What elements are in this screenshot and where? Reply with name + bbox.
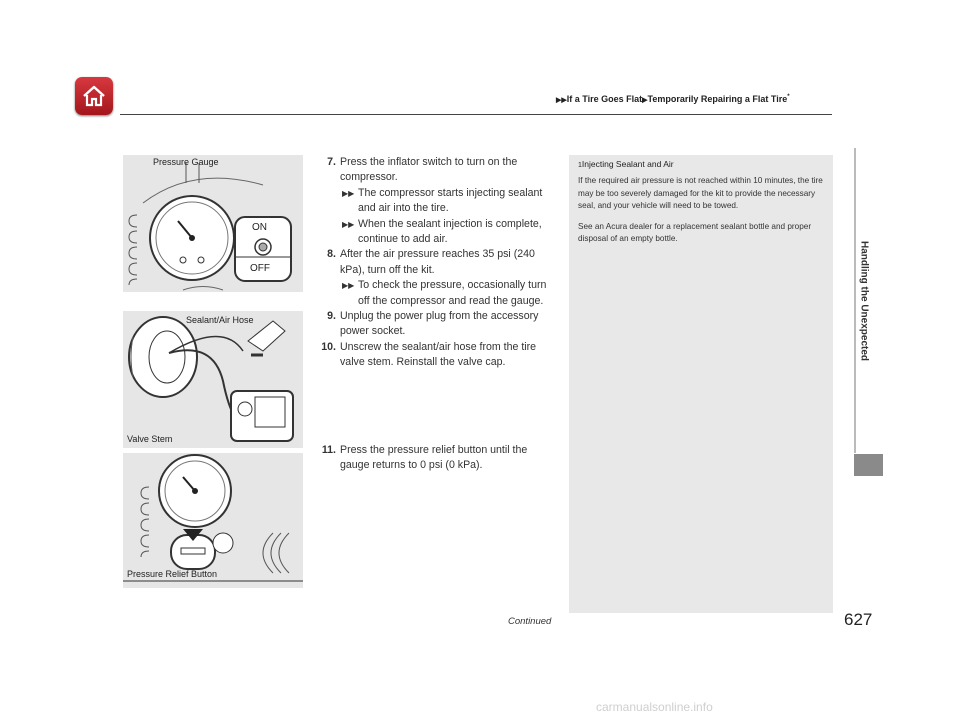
arrow-icon: ▶▶	[342, 281, 355, 291]
step-8-result: ▶▶ To check the pressure, occasionally turn off the compressor and read the gauge.	[342, 279, 547, 307]
figure-pressure-relief	[123, 453, 303, 588]
section-tab-label: Handling the Unexpected	[858, 240, 870, 361]
sidebar-body	[578, 175, 828, 254]
figure-sealant-hose	[123, 311, 303, 448]
continued-label: Continued	[508, 616, 552, 627]
header-rule	[120, 114, 832, 115]
step-7: 7. Press the inflator switch to turn on the compressor.	[327, 156, 518, 184]
sidebar-note	[569, 155, 833, 613]
label-switch-on: ON	[252, 222, 267, 233]
figure-pressure-gauge	[123, 155, 303, 292]
breadcrumb-link-repair[interactable]: Temporarily Repairing a Flat Tire	[647, 94, 788, 104]
home-icon	[82, 84, 106, 108]
relief-illustration	[123, 453, 303, 588]
sidebar-paragraph: See an Acura dealer for a replacement sealant bottle and proper disposal of an empty bottle.	[578, 221, 812, 244]
step-7-result: ▶▶ When the sealant injection is complete, continue to add air.	[342, 217, 542, 246]
footer-watermark: carmanualsonline.info	[596, 700, 713, 714]
section-tab-marker[interactable]	[854, 454, 883, 476]
sidebar-title: 1Injecting Sealant and Air	[578, 159, 674, 169]
breadcrumb-link-flat-tire[interactable]: If a Tire Goes Flat	[566, 94, 643, 104]
home-button[interactable]	[75, 77, 113, 115]
page-number: 627	[844, 610, 873, 629]
step-8: 8. After the air pressure reaches 35 psi (240 kPa), turn off the kit.	[327, 248, 535, 276]
breadcrumb	[556, 94, 790, 104]
step-11: 11. Press the pressure relief button until the gauge returns to 0 psi (0 kPa).	[321, 443, 528, 472]
note-icon: 1	[578, 162, 582, 169]
label-sealant-hose: Sealant/Air Hose	[186, 315, 254, 325]
chevron-right-icon: ▶	[642, 97, 648, 104]
step-7-result: ▶▶ The compressor starts injecting sealant and air into the tire.	[342, 186, 543, 215]
breadcrumb-asterisk: *	[787, 94, 790, 100]
label-valve-stem: Valve Stem	[127, 434, 173, 444]
label-pressure-relief: Pressure Relief Button	[127, 569, 218, 579]
step-9: 9. Unplug the power plug from the accessory power socket.	[327, 310, 539, 338]
label-switch-off: OFF	[250, 263, 270, 274]
gauge-illustration	[123, 155, 303, 292]
step-10: 10. Unscrew the sealant/air hose from the tire valve stem. Reinstall the valve cap.	[321, 340, 537, 369]
arrow-icon: ▶▶	[342, 219, 355, 229]
arrow-icon: ▶▶	[342, 188, 355, 198]
chevron-right-icon: ▶▶	[556, 97, 567, 104]
label-pressure-gauge: Pressure Gauge	[153, 157, 219, 167]
hose-illustration	[123, 311, 303, 448]
sidebar-paragraph: If the required air pressure is not reached within 10 minutes, the tire may be too severely damaged for the kit to provide the necessary seal, and your vehicle will need to be towed.	[578, 176, 823, 211]
instruction-steps	[312, 155, 554, 474]
